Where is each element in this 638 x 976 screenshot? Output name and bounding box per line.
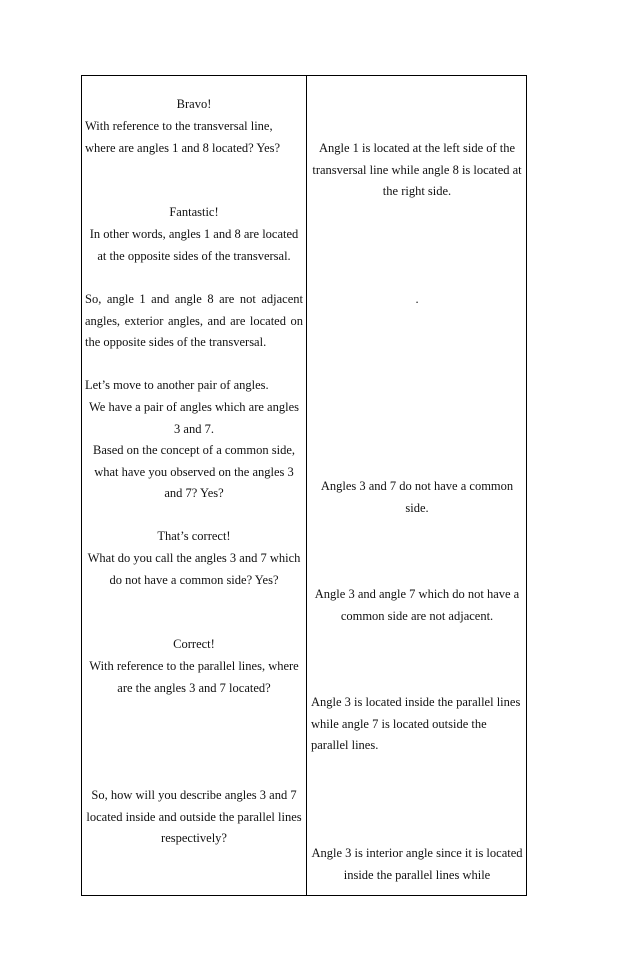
answer-not-adjacent: Angle 3 and angle 7 which do not have a common side are not adjacent. (314, 587, 520, 623)
bravo-text: Bravo! (176, 97, 212, 111)
pair-angles-3-7: We have a pair of angles which are angles 3 and 7. (88, 400, 299, 436)
naming-question: What do you call the angles 3 and 7 which do not have a common side? Yes? (87, 551, 301, 587)
column-divider (306, 75, 307, 896)
question-angles-1-8-location: With reference to the transversal line, where are angles 1 and 8 located? Yes? (85, 119, 281, 155)
fantastic-text: Fantastic! (169, 205, 219, 219)
summary-angles-1-8: So, angle 1 and angle 8 are not adjacent angles, exterior angles, and are located on the opposite sides of the transversal. (85, 292, 303, 350)
answer-angles-1-8: Angle 1 is located at the left side of the transversal line while angle 8 is located at the right side. (312, 141, 522, 199)
answer-inside-outside: Angle 3 is located inside the parallel lines while angle 7 is located outside the parallel lines. (311, 695, 521, 753)
correct-text: Correct! (173, 637, 215, 651)
dot-answer: . (415, 292, 419, 306)
thats-correct-text: That’s correct! (157, 529, 231, 543)
move-on-text: Let’s move to another pair of angles. (85, 378, 269, 392)
opposite-sides-statement: In other words, angles 1 and 8 are located at the opposite sides of the transversal. (89, 227, 299, 263)
common-side-question: Based on the concept of a common side, what have you observed on the angles 3 and 7? Yes? (92, 443, 296, 501)
answer-interior-angle: Angle 3 is interior angle since it is located inside the parallel lines while (311, 846, 523, 882)
parallel-lines-question: With reference to the parallel lines, where are the angles 3 and 7 located? (89, 659, 299, 695)
describe-question: So, how will you describe angles 3 and 7 located inside and outside the parallel lines respectively? (86, 788, 302, 846)
answer-no-common-side: Angles 3 and 7 do not have a common side. (320, 479, 514, 515)
